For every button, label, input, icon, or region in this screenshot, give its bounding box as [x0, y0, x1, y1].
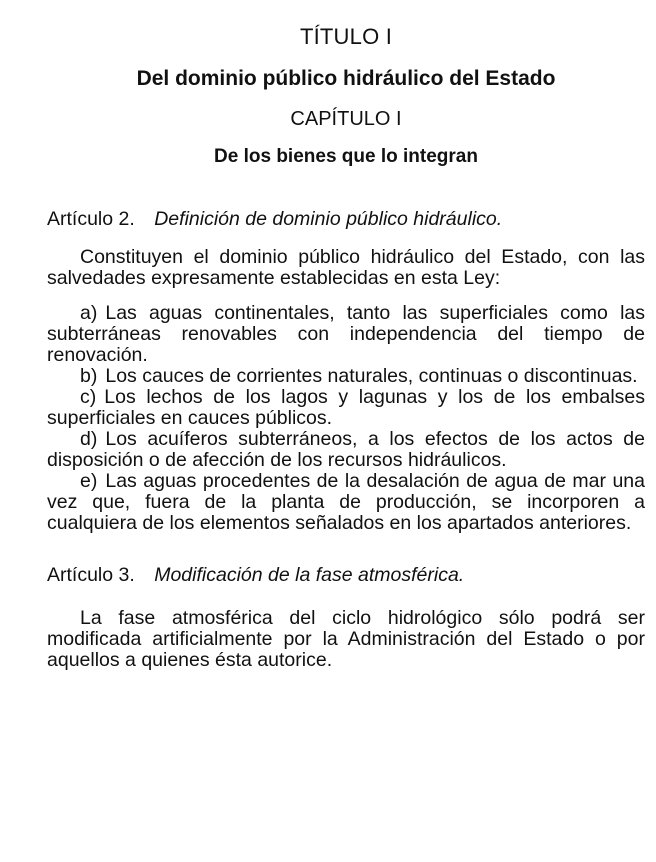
capitulo-name: De los bienes que lo integran [214, 146, 478, 167]
article-3-heading [47, 562, 645, 588]
capitulo-label: CAPÍTULO I [290, 108, 402, 130]
list-item [47, 471, 645, 534]
list-item-label: d) [80, 428, 98, 450]
list-item-label: a) [80, 302, 98, 324]
article-2-number: Artículo 2. [47, 208, 135, 230]
list-item-text: Las aguas procedentes de la desalación de agua de mar una vez que, fuera de la planta de producción, se incorporen a cualquiera de los elementos señalados en los apartados anteriores. [47, 470, 645, 534]
article-2-intro: Constituyen el dominio público hidráulico del Estado, con las salvedades expresamente establecidas en esta Ley: [47, 246, 645, 289]
article-3-body: La fase atmosférica del ciclo hidrológico sólo podrá ser modificada artificialmente por la Administración del Estado o por aquellos a quienes ésta autorice. [47, 607, 645, 671]
list-item-label: c) [80, 386, 97, 408]
article-2-heading [47, 206, 645, 232]
list-item [47, 303, 645, 366]
list-item-label: b) [80, 365, 98, 387]
list-item [47, 387, 645, 429]
article-3-title: Modificación de la fase atmosférica. [154, 564, 465, 586]
document-page [47, 22, 645, 671]
list-item-text: Los lechos de los lagos y lagunas y los de los embalses superficiales en cauces públicos. [47, 386, 645, 429]
list-item-text: Las aguas continentales, tanto las superficiales como las subterráneas renovables con independencia del tiempo de renovación. [47, 302, 645, 366]
list-item [47, 366, 645, 387]
list-item-label: e) [80, 470, 98, 492]
article-2-list [47, 303, 645, 534]
list-item [47, 429, 645, 471]
titulo-name: Del dominio público hidráulico del Estado [136, 67, 556, 90]
list-item-text: Los cauces de corrientes naturales, continuas o discontinuas. [105, 365, 638, 387]
list-item-text: Los acuíferos subterráneos, a los efectos de los actos de disposición o de afección de los recursos hidráulicos. [47, 428, 645, 471]
article-3-number: Artículo 3. [47, 564, 135, 586]
titulo-label: TÍTULO I [299, 24, 393, 49]
article-2-title: Definición de dominio público hidráulico. [154, 208, 503, 230]
